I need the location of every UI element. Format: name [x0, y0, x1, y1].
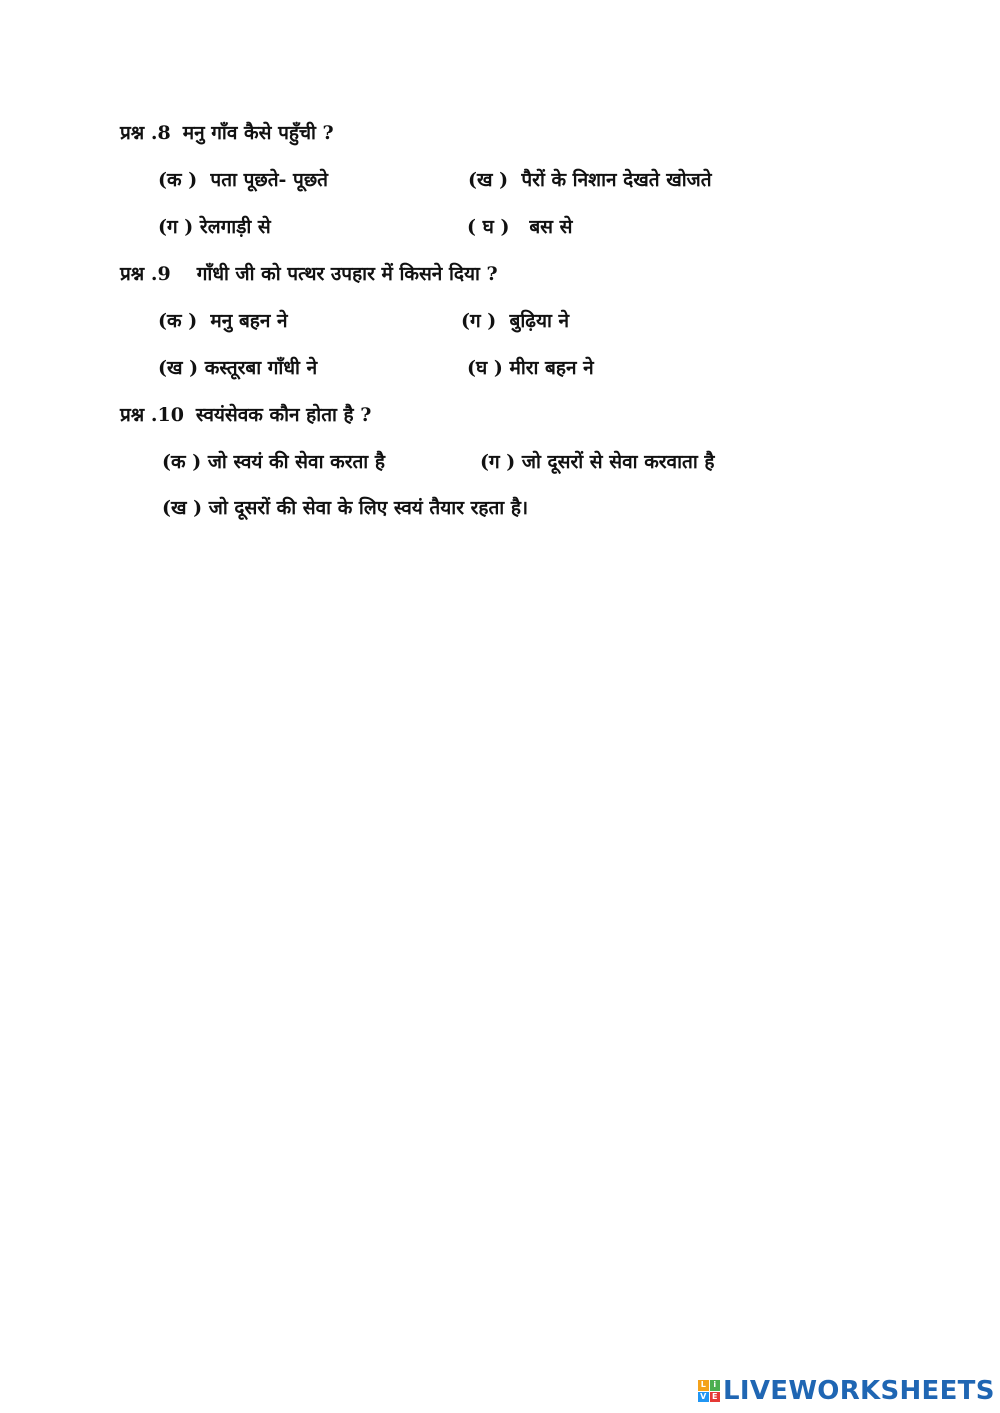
- option-label: (ग ): [461, 310, 497, 332]
- question-10: [120, 406, 371, 425]
- question-number: प्रश्न .9: [120, 263, 171, 285]
- option-label: (ख ): [468, 169, 509, 191]
- q9-option-ga[interactable]: [461, 312, 569, 331]
- question-8: [120, 124, 334, 143]
- logo-letter: E: [710, 1392, 721, 1403]
- option-label: (क ): [162, 451, 202, 473]
- option-text: जो दूसरों की सेवा के लिए स्वयं तैयार रहता है।: [208, 497, 529, 519]
- q10-option-ka[interactable]: [162, 453, 385, 472]
- option-text: रेलगाड़ी से: [199, 216, 271, 238]
- q10-option-kha[interactable]: [162, 499, 528, 518]
- liveworksheets-logo: [698, 1378, 995, 1404]
- q9-option-ka[interactable]: [158, 312, 288, 331]
- question-text: गाँधी जी को पत्थर उपहार में किसने दिया ?: [196, 263, 498, 285]
- option-text: पैरों के निशान देखते खोजते: [521, 169, 712, 191]
- option-label: (ग ): [480, 451, 516, 473]
- q9-option-kha[interactable]: [158, 359, 317, 378]
- liveworksheets-logo-icon: [698, 1380, 720, 1402]
- option-label: (क ): [158, 310, 198, 332]
- option-text: मीरा बहन ने: [509, 357, 594, 379]
- question-number: प्रश्न .10: [120, 404, 184, 426]
- option-label: (क ): [158, 169, 198, 191]
- option-text: मनु बहन ने: [210, 310, 288, 332]
- option-label: (ख ): [158, 357, 199, 379]
- q8-option-ka[interactable]: [158, 171, 328, 190]
- option-text: जो स्वयं की सेवा करता है: [207, 451, 385, 473]
- option-text: बुढ़िया ने: [509, 310, 570, 332]
- brand-name: LIVEWORKSHEETS: [723, 1376, 995, 1406]
- option-text: जो दूसरों से सेवा करवाता है: [521, 451, 715, 473]
- option-label: (ग ): [158, 216, 194, 238]
- q8-option-gha[interactable]: [467, 218, 572, 237]
- logo-letter: V: [698, 1392, 709, 1403]
- option-label: (घ ): [467, 357, 503, 379]
- q8-option-ga[interactable]: [158, 218, 271, 237]
- option-text: पता पूछते- पूछते: [210, 169, 328, 191]
- option-label: (ख ): [162, 497, 203, 519]
- q9-option-gha[interactable]: [467, 359, 594, 378]
- q10-option-ga[interactable]: [480, 453, 715, 472]
- option-text: कस्तूरबा गाँधी ने: [204, 357, 318, 379]
- option-text: बस से: [529, 216, 573, 238]
- option-label: ( घ ): [467, 216, 510, 238]
- question-number: प्रश्न .8: [120, 122, 171, 144]
- question-9: [120, 265, 498, 284]
- question-text: मनु गाँव कैसे पहुँची ?: [182, 122, 334, 144]
- q8-option-kha[interactable]: [468, 171, 712, 190]
- logo-letter: L: [698, 1380, 709, 1391]
- question-text: स्वयंसेवक कौन होता है ?: [195, 404, 372, 426]
- logo-letter: i: [710, 1380, 721, 1391]
